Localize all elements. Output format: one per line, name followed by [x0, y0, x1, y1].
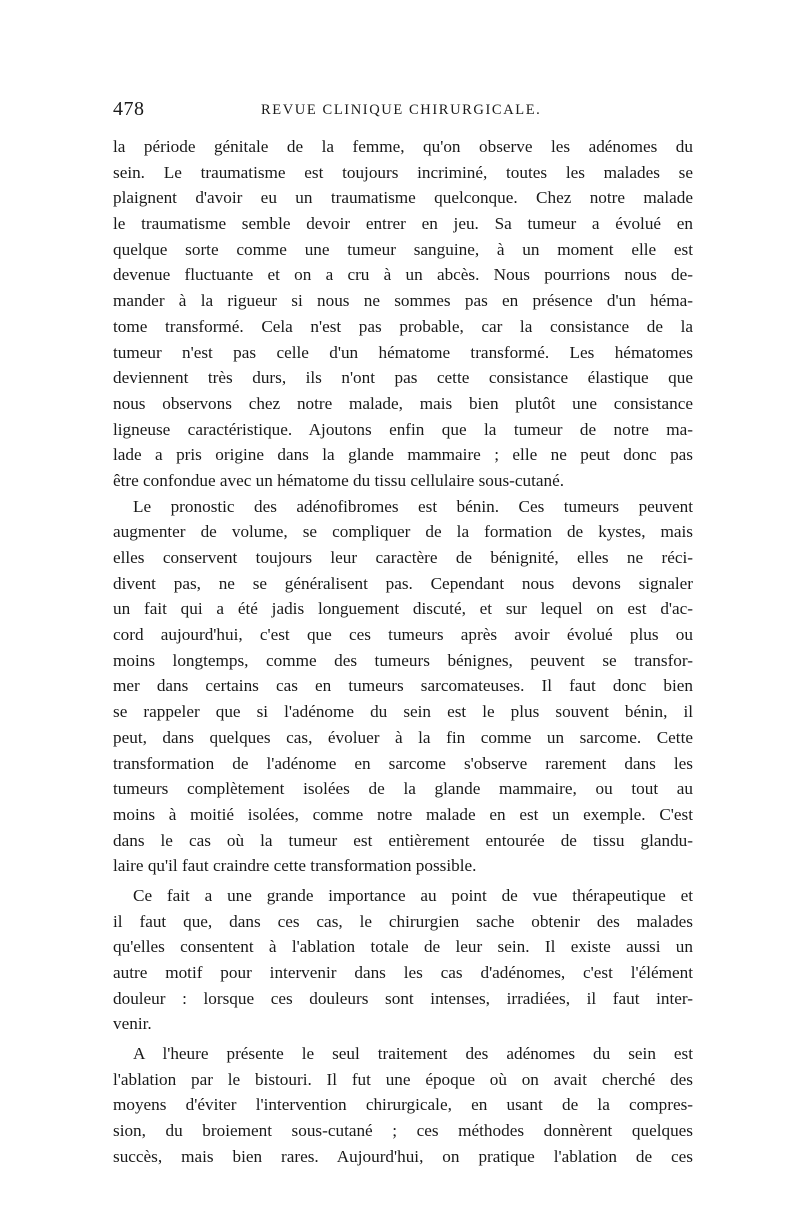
text-line: laire qu'il faut craindre cette transformation possible. — [113, 856, 477, 876]
text-line: qu'elles consentent à l'ablation totale de leur sein. Il existe aussi un — [113, 937, 693, 957]
paragraph-2 — [113, 494, 693, 879]
text-line: moins longtemps, comme des tumeurs bénignes, peuvent se transfor- — [113, 650, 693, 670]
text-line: devenue fluctuante et on a cru à un abcès. Nous pourrions nous de- — [113, 265, 693, 285]
text-line: tumeurs complètement isolées de la glande mammaire, ou tout au — [113, 779, 693, 799]
text-line: moyens d'éviter l'intervention chirurgicale, en usant de la compres- — [113, 1095, 693, 1115]
text-line: dans le cas où la tumeur est entièrement entourée de tissu glandu- — [113, 830, 693, 850]
text-line: un fait qui a été jadis longuement discuté, et sur lequel on est d'ac- — [113, 599, 693, 619]
text-line: quelque sorte comme une tumeur sanguine, à un moment elle est — [113, 239, 693, 259]
text-line: tumeur n'est pas celle d'un hématome transformé. Les hématomes — [113, 342, 693, 362]
body-text — [113, 134, 693, 1170]
text-line: ligneuse caractéristique. Ajoutons enfin que la tumeur de notre ma- — [113, 419, 693, 439]
text-line: se rappeler que si l'adénome du sein est le plus souvent bénin, il — [113, 702, 693, 722]
text-line: transformation de l'adénome en sarcome s'observe rarement dans les — [113, 753, 693, 773]
text-line: sein. Le traumatisme est toujours incriminé, toutes les malades se — [113, 162, 693, 182]
running-title: REVUE CLINIQUE CHIRURGICALE. — [261, 102, 542, 118]
text-line: peut, dans quelques cas, évoluer à la fin comme un sarcome. Cette — [113, 727, 693, 747]
text-line: moins à moitié isolées, comme notre malade en est un exemple. C'est — [113, 804, 693, 824]
text-line: succès, mais bien rares. Aujourd'hui, on pratique l'ablation de ces — [113, 1146, 693, 1166]
text-line: Ce fait a une grande importance au point de vue thérapeutique et — [133, 885, 693, 905]
text-line: mer dans certains cas en tumeurs sarcomateuses. Il faut donc bien — [113, 676, 693, 696]
text-line: la période génitale de la femme, qu'on observe les adénomes du — [113, 137, 693, 156]
text-line: venir. — [113, 1014, 152, 1034]
text-line: plaignent d'avoir eu un traumatisme quelconque. Chez notre malade — [113, 188, 693, 208]
text-line: douleur : lorsque ces douleurs sont intenses, irradiées, il faut inter- — [113, 988, 693, 1008]
text-line: augmenter de volume, se compliquer de la formation de kystes, mais — [113, 522, 693, 542]
page-number: 478 — [113, 98, 145, 120]
text-line: Le pronostic des adénofibromes est bénin. Ces tumeurs peuvent — [133, 496, 693, 516]
text-line: cord aujourd'hui, c'est que ces tumeurs après avoir évolué plus ou — [113, 625, 693, 645]
text-line: divent pas, ne se généralisent pas. Cependant nous devons signaler — [113, 573, 693, 593]
text-line: mander à la rigueur si nous ne sommes pas en présence d'un héma- — [113, 291, 693, 311]
text-line: elles conservent toujours leur caractère de bénignité, elles ne réci- — [113, 548, 693, 567]
page-header — [113, 98, 688, 122]
paragraph-4 — [113, 1041, 693, 1169]
text-line: tome transformé. Cela n'est pas probable, car la consistance de la — [113, 316, 693, 336]
text-line: deviennent très durs, ils n'ont pas cette consistance élastique que — [113, 368, 693, 388]
text-line: autre motif pour intervenir dans les cas d'adénomes, c'est l'élément — [113, 963, 693, 982]
text-line: être confondue avec un hématome du tissu cellulaire sous-cutané. — [113, 470, 565, 490]
text-line: lade a pris origine dans la glande mammaire ; elle ne peut donc pas — [113, 445, 693, 465]
paragraph-3 — [113, 883, 693, 1037]
text-line: l'ablation par le bistouri. Il fut une époque où on avait cherché des — [113, 1069, 693, 1089]
text-line: sion, du broiement sous-cutané ; ces méthodes donnèrent quelques — [113, 1121, 693, 1141]
text-line: A l'heure présente le seul traitement des adénomes du sein est — [133, 1044, 693, 1064]
paragraph-1 — [113, 134, 693, 494]
text-line: le traumatisme semble devoir entrer en jeu. Sa tumeur a évolué en — [113, 214, 693, 234]
text-line: nous observons chez notre malade, mais bien plutôt une consistance — [113, 393, 693, 413]
text-line: il faut que, dans ces cas, le chirurgien sache obtenir des malades — [113, 911, 693, 931]
